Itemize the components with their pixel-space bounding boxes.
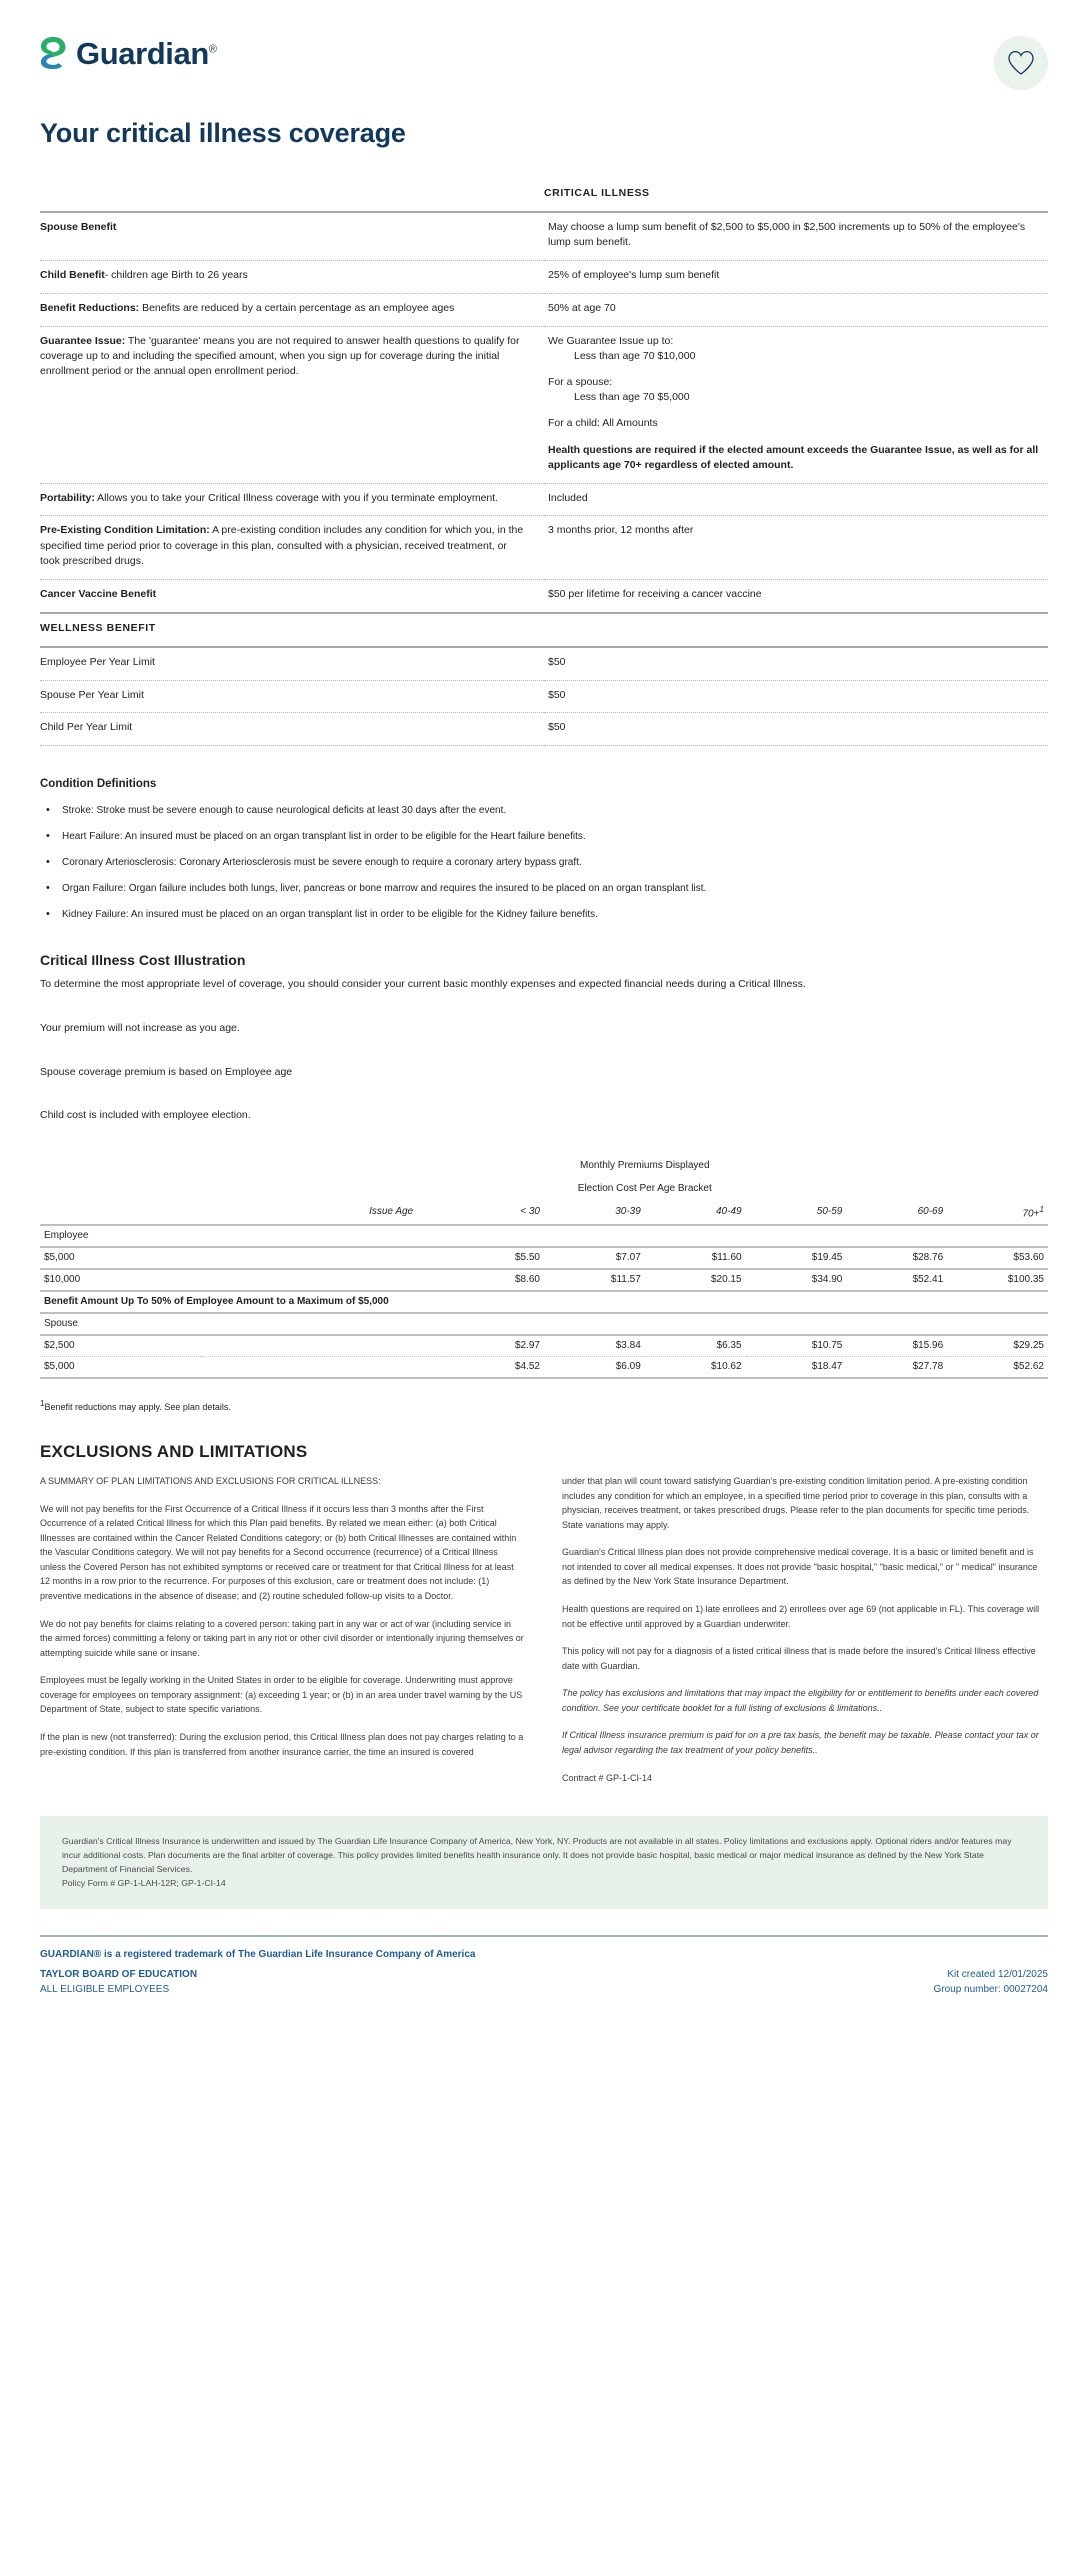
age-bracket-header: 50-59: [816, 1206, 843, 1218]
exclusions-paragraph: This policy will not pay for a diagnosis of a listed critical illness that is made before the insured's Critical Illness effective date with Guardian.: [562, 1646, 1036, 1671]
row-value: $50: [548, 688, 566, 701]
policy-form-number: Policy Form # GP-1-LAH-12R; GP-1-CI-14: [62, 1878, 226, 1889]
exclusions-paragraph: We will not pay benefits for the First Occurrence of a Critical Illness if it occurs less than 3 months after the First Occurrence of a related Critical Illness for which this Plan paid benefits. By related we mean either: (a) both Critical Illnesses are contained within the Cancer Related Conditions category; or (b) both Critical Illnesses are contained within the Vascular Conditions category. We will not pay benefits for a Second occurrence (recurrence) of a Critical Illness unless the Covered Person has not exhibited symptoms or received care or treatment for that Critical Illness for at least 12 months in a row prior to the recurrence. For purposes of this exclusion, care or treatment does not include: (1) preventive medications in the absence of disease; and (2) routine scheduled follow-up visits to a Doctor.: [40, 1503, 517, 1601]
table-row: [40, 647, 1048, 679]
premium-cell: $100.35: [1007, 1274, 1044, 1286]
heart-icon: [1007, 50, 1035, 76]
spouse-benefit-note-row: [40, 1291, 1048, 1311]
exclusions-paragraph: We do not pay benefits for claims relating to a covered person: taking part in any war or act of war (including service in the armed forces) committing a felony or taking part in any riot or other civil disorder or intentionally injuring themselves or attempting suicide while sane or insane.: [40, 1618, 524, 1658]
footer-kit-created: Kit created 12/01/2025: [947, 1968, 1048, 1980]
table-row: [40, 1269, 1048, 1289]
gi-line-4: Less than age 70 $5,000: [574, 391, 690, 404]
row-label: Employee Per Year Limit: [40, 655, 155, 668]
benefit-amount: $5,000: [44, 1360, 75, 1372]
footer-right: [933, 1969, 1048, 1999]
row-value: $50: [548, 721, 566, 734]
condition-definitions-section: [40, 778, 1048, 922]
row-label-detail: The 'guarantee' means you are not required to answer health questions to qualify for coverage up to and including the specified amount, when you sign up for coverage during the initial enrollment period or the annual open enrollment period.: [40, 334, 520, 378]
group-label-employee: Employee: [44, 1230, 89, 1242]
row-label-detail: Benefits are reduced by a certain percentage as an employee ages: [139, 301, 455, 314]
condition-definitions-list: [40, 803, 1048, 922]
premium-cell: $4.52: [514, 1360, 540, 1372]
premium-cell: $10.75: [811, 1340, 843, 1352]
premium-cell: $6.35: [716, 1340, 742, 1352]
row-label: Spouse Per Year Limit: [40, 688, 144, 701]
table-row: [40, 680, 1048, 712]
row-label: Child Per Year Limit: [40, 721, 133, 734]
row-label: Portability:: [40, 491, 95, 504]
age-bracket-header: 60-69: [917, 1206, 944, 1218]
premium-table-subtitle: Election Cost Per Age Bracket: [577, 1183, 712, 1195]
group-label-spouse: Spouse: [44, 1318, 78, 1330]
list-item: • Heart Failure: An insured must be placed on an organ transplant list in order to be eligible for the Heart failure benefits.: [40, 829, 1048, 844]
row-value: $50 per lifetime for receiving a cancer vaccine: [548, 587, 762, 600]
premium-cell: $34.90: [811, 1274, 843, 1286]
benefit-amount: $10,000: [44, 1274, 81, 1286]
premium-header-row: [40, 1200, 1048, 1223]
age-bracket-header: 70+$^1$: [1022, 1204, 1044, 1220]
divider: [40, 745, 1048, 746]
row-value: $50: [548, 655, 566, 668]
row-value: 25% of employee's lump sum benefit: [548, 269, 720, 282]
row-label: Cancer Vaccine Benefit: [40, 587, 157, 600]
divider: [40, 1376, 1048, 1378]
row-value: 3 months prior, 12 months after: [548, 524, 694, 537]
premium-cell: $11.60: [711, 1252, 742, 1264]
premium-group-row: [40, 1313, 1048, 1333]
exclusions-paragraph: A SUMMARY OF PLAN LIMITATIONS AND EXCLUSIONS FOR CRITICAL ILLNESS:: [40, 1475, 381, 1486]
footer-left: [40, 1969, 197, 1999]
footnote-marker: 1: [1039, 1204, 1044, 1215]
exclusions-columns: [40, 1474, 1048, 1798]
cost-illustration-line-2: Your premium will not increase as you age.: [40, 1021, 240, 1034]
gi-line-1: We Guarantee Issue up to:: [548, 334, 674, 347]
premium-cell: $8.60: [514, 1274, 540, 1286]
exclusions-paragraph: Employees must be legally working in the United States in order to be eligible for coverage. Underwriting must approve coverage for employees on temporary assignment: (a) exceeding 1 year; or (b) in an area under travel warning by the US Department of State, subject to state specific variations.: [40, 1675, 523, 1715]
premium-cell: $2.97: [514, 1340, 540, 1352]
benefits-table-header-row: [40, 179, 1048, 210]
benefit-amount: $2,500: [44, 1340, 75, 1352]
age-bracket-header: 30-39: [615, 1206, 641, 1218]
premium-cell: $5.50: [514, 1252, 540, 1264]
condition-definitions-heading: Condition Definitions: [40, 778, 157, 791]
premium-cell: $15.96: [912, 1340, 944, 1352]
table-row: [40, 1335, 1048, 1355]
footer: [40, 1935, 1048, 1999]
exclusions-heading: EXCLUSIONS AND LIMITATIONS: [40, 1441, 308, 1461]
issue-age-header: Issue Age: [369, 1206, 414, 1218]
premium-cell: $10.62: [710, 1360, 742, 1372]
table-row: [40, 326, 1048, 482]
guardian-g-icon: [40, 36, 67, 70]
row-value: Included: [548, 491, 588, 504]
premium-cell: $27.78: [912, 1360, 944, 1372]
premium-table-footnote: $^1$Benefit reductions may apply. See plan details.: [40, 1398, 231, 1412]
benefit-amount: $5,000: [44, 1252, 75, 1264]
premium-cell: $28.76: [912, 1252, 944, 1264]
list-item: • Stroke: Stroke must be severe enough to cause neurological deficits at least 30 days after the event.: [40, 803, 1048, 818]
premium-group-row: [40, 1225, 1048, 1245]
cost-illustration-section: [40, 952, 1048, 1124]
row-label: Child Benefit: [40, 269, 105, 282]
row-label-detail: A pre-existing condition includes any condition for which you, in the specified time period prior to coverage in this plan, consulted with a physician, received treatment, or took prescribed drugs.: [40, 524, 524, 567]
row-label-detail: Allows you to take your Critical Illness coverage with you if you terminate employment.: [94, 491, 499, 504]
premium-cell: $3.84: [615, 1340, 641, 1352]
table-row: [40, 483, 1048, 515]
table-row: [40, 212, 1048, 259]
footer-trademark: GUARDIAN® is a registered trademark of The Guardian Life Insurance Company of America: [40, 1948, 476, 1960]
gi-health-questions-note: Health questions are required if the elected amount exceeds the Guarantee Issue, as well as for all applicants age 70+ regardless of elected amount.: [548, 443, 1039, 471]
row-label: Benefit Reductions:: [40, 301, 140, 314]
age-bracket-header: < 30: [520, 1206, 540, 1218]
page-title: Your critical illness coverage: [40, 118, 406, 148]
premium-subtitle-row: [40, 1177, 1048, 1200]
exclusions-paragraph: Guardian's Critical Illness plan does not provide comprehensive medical coverage. It is a basic or limited benefit and is not intended to cover all medical expenses. It does not provide "basic hospital," "basic medical," or " medical" insurance as defined by the New York State Insurance Department.: [562, 1547, 1038, 1587]
premium-cell: $7.07: [615, 1252, 641, 1264]
list-item: • Kidney Failure: An insured must be placed on an organ transplant list in order to be eligible for the Kidney failure benefits.: [40, 907, 1048, 922]
registered-mark: ®: [208, 43, 217, 56]
cost-illustration-heading: Critical Illness Cost Illustration: [40, 952, 246, 969]
gi-line-3: For a spouse:: [548, 376, 613, 389]
age-bracket-header: 40-49: [715, 1206, 742, 1218]
guardian-logo: [40, 36, 217, 70]
wellness-section-header-row: [40, 613, 1048, 645]
list-item: • Organ Failure: Organ failure includes both lungs, liver, pancreas or bone marrow and requires the insured to be placed on an organ transplant list.: [40, 881, 1048, 896]
exclusions-right-column: [562, 1474, 1048, 1798]
exclusions-paragraph: If the plan is new (not transferred): During the exclusion period, this Critical Illness plan does not pay charges relating to a pre-existing condition. If this plan is transferred from another insurance carrier, the time an insured is covered: [40, 1732, 524, 1757]
footer-row: [40, 1969, 1048, 1999]
footer-organization: TAYLOR BOARD OF EDUCATION: [40, 1968, 198, 1980]
exclusions-left-column: [40, 1474, 526, 1798]
exclusions-section: [40, 1442, 1048, 1798]
table-row: [40, 1356, 1048, 1376]
table-row: [40, 516, 1048, 578]
premium-cell: $52.62: [1013, 1360, 1044, 1372]
column-header-critical-illness: CRITICAL ILLNESS: [544, 187, 650, 199]
table-row: [40, 579, 1048, 611]
premium-cell: $20.15: [710, 1274, 742, 1286]
footer-eligibility: ALL ELIGIBLE EMPLOYEES: [40, 1983, 170, 1995]
gi-line-2: Less than age 70 $10,000: [574, 349, 696, 362]
benefits-table: [40, 179, 1048, 746]
disclaimer-body: Guardian's Critical Illness Insurance is underwritten and issued by The Guardian Life Insurance Company of America, New York, NY. Products are not available in all states. Policy limitations and exclusions apply. Optional riders and/or features may incur additional costs. Plan documents are the final arbiter of coverage. This policy provides limited benefits health insurance only. It does not provide basic hospital, basic medical or major medical insurance as defined by the New York State Department of Financial Services.: [62, 1836, 1012, 1875]
premium-banner-row: [40, 1154, 1048, 1177]
premium-cell: $53.60: [1013, 1252, 1044, 1264]
cost-illustration-line-3: Spouse coverage premium is based on Employee age: [40, 1065, 293, 1078]
masthead: [40, 0, 1048, 90]
cost-illustration-line-4: Child cost is included with employee election.: [40, 1109, 251, 1122]
table-row: [40, 293, 1048, 325]
footnote-marker: 1: [40, 1398, 45, 1408]
premium-table-title: Monthly Premiums Displayed: [580, 1160, 710, 1172]
gi-line-5: For a child: All Amounts: [548, 417, 658, 430]
premium-cell: $29.25: [1013, 1340, 1044, 1352]
row-value: May choose a lump sum benefit of $2,500 to $5,000 in $2,500 increments up to 50% of the employee's lump sum benefit.: [548, 221, 1026, 249]
premium-cell: $6.09: [615, 1360, 641, 1372]
premium-cell: $52.41: [912, 1274, 944, 1286]
row-label: Spouse Benefit: [40, 221, 117, 234]
spouse-benefit-note: Benefit Amount Up To 50% of Employee Amount to a Maximum of $5,000: [44, 1296, 389, 1308]
footer-group-number: Group number: 00027204: [933, 1983, 1048, 1995]
exclusions-paragraph-italic: If Critical Illness insurance premium is paid for on a pre tax basis, the benefit may be taxable. Please contact your tax or legal advisor regarding the tax treatment of your policy benefits..: [562, 1730, 1039, 1756]
premium-cell: $11.57: [610, 1274, 641, 1286]
row-value: [544, 326, 1048, 482]
contract-number: Contract # GP-1-CI-14: [562, 1772, 653, 1783]
row-label: Pre-Existing Condition Limitation:: [40, 524, 210, 537]
row-label-detail: - children age Birth to 26 years: [104, 269, 248, 282]
brand-name: Guardian®: [76, 35, 217, 71]
row-value: 50% at age 70: [548, 301, 616, 314]
exclusions-paragraph: under that plan will count toward satisfying Guardian's pre-existing condition limitation period. A pre-existing condition includes any condition for which an employee, in a specified time period prior to coverage in this plan, consults with a physician, receives treatment, or takes prescribed drugs. Please refer to the plan documents for specific time periods. State variations may apply.: [562, 1475, 1030, 1530]
row-label: Guarantee Issue:: [40, 334, 126, 347]
disclaimer-box: [40, 1816, 1048, 1908]
exclusions-paragraph-italic: The policy has exclusions and limitations that may impact the eligibility for or entitlement to benefits under each covered condition. See your certificate booklet for a full listing of exclusions & limitations..: [562, 1688, 1039, 1713]
premium-cell: $19.45: [811, 1252, 843, 1264]
table-row: [40, 1247, 1048, 1267]
wellness-benefit-heading: WELLNESS BENEFIT: [40, 621, 156, 634]
heart-badge: [994, 36, 1048, 90]
list-item: • Coronary Arteriosclerosis: Coronary Arteriosclerosis must be severe enough to require a coronary artery bypass graft.: [40, 855, 1048, 870]
table-row: [40, 261, 1048, 293]
exclusions-paragraph: Health questions are required on 1) late enrollees and 2) enrollees over age 69 (not applicable in FL). This coverage will not be effective until approved by a Guardian underwriter.: [562, 1603, 1040, 1629]
premium-rate-table: [40, 1154, 1048, 1379]
premium-cell: $18.47: [811, 1360, 843, 1372]
cost-illustration-intro: To determine the most appropriate level of coverage, you should consider your current basic monthly expenses and expected financial needs during a Critical Illness.: [40, 978, 806, 991]
table-row: [40, 713, 1048, 745]
